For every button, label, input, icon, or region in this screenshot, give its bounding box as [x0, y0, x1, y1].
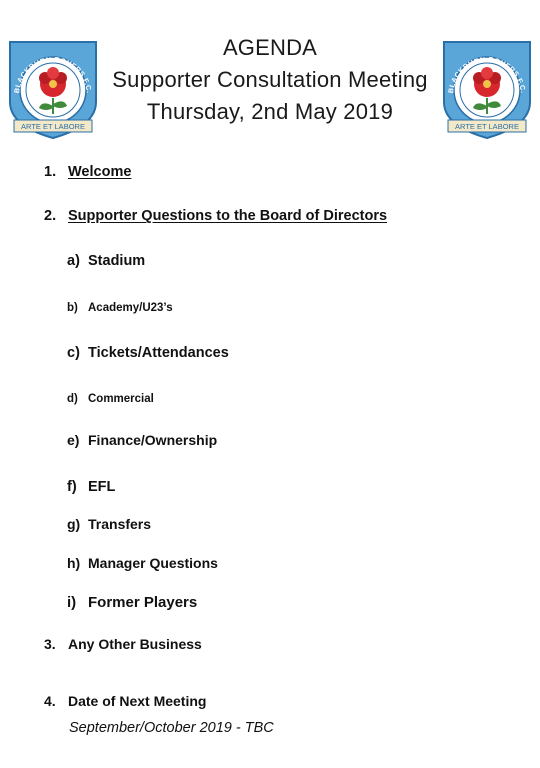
- agenda-item-2: [44, 208, 387, 224]
- sub-item-d: [67, 393, 154, 405]
- item-number: 1.: [44, 164, 57, 180]
- sub-item-number: c): [67, 345, 80, 361]
- next-meeting-date: September/October 2019 - TBC: [69, 720, 274, 736]
- sub-item-label: Transfers: [88, 516, 152, 532]
- item-number: 4.: [44, 693, 56, 709]
- sub-item-h: [67, 555, 218, 571]
- item-label: Any Other Business: [68, 636, 202, 652]
- sub-item-label: Stadium: [88, 253, 146, 269]
- sub-item-label: Former Players: [88, 594, 198, 611]
- crest-motto-right: ARTE ET LABORE: [455, 122, 519, 131]
- crest-motto-left: ARTE ET LABORE: [21, 122, 85, 131]
- sub-item-label: Academy/U23’s: [88, 302, 173, 314]
- sub-item-label: Commercial: [88, 393, 154, 405]
- agenda-title: AGENDA: [222, 35, 318, 60]
- sub-item-number: f): [67, 479, 77, 495]
- sub-item-e: [67, 432, 217, 448]
- crest-arc-text-right: BLACKBURN ROVERS F.C.: [446, 54, 528, 94]
- sub-item-c: [67, 345, 229, 361]
- agenda-item-1: [44, 164, 131, 180]
- sub-item-number: e): [67, 432, 80, 448]
- sub-item-number: g): [67, 516, 81, 532]
- sub-item-i: [67, 594, 197, 611]
- sub-item-g: [67, 516, 151, 532]
- sub-item-number: h): [67, 555, 81, 571]
- sub-item-f: [67, 479, 115, 495]
- item-label: Supporter Questions to the Board of Directors: [68, 208, 388, 224]
- sub-item-number: a): [67, 253, 80, 269]
- item-label: Welcome: [68, 164, 132, 180]
- crest-arc-text-left: BLACKBURN ROVERS F.C.: [12, 54, 94, 94]
- sub-item-label: EFL: [88, 479, 116, 495]
- sub-item-a: [67, 253, 145, 269]
- item-number: 3.: [44, 636, 56, 652]
- item-label: Date of Next Meeting: [68, 693, 207, 709]
- sub-item-label: Finance/Ownership: [88, 432, 218, 448]
- sub-item-label: Tickets/Attendances: [88, 345, 229, 361]
- agenda-item-3: [44, 636, 202, 652]
- meeting-date: Thursday, 2nd May 2019: [146, 99, 394, 124]
- sub-item-number: i): [67, 594, 77, 611]
- sub-item-number: d): [67, 393, 78, 405]
- meeting-name: Supporter Consultation Meeting: [112, 67, 428, 92]
- sub-item-b: [67, 302, 173, 314]
- sub-item-number: b): [67, 302, 78, 314]
- agenda-item-4: [44, 693, 206, 709]
- item-number: 2.: [44, 208, 57, 224]
- sub-item-label: Manager Questions: [88, 555, 218, 571]
- agenda-header: [0, 32, 540, 128]
